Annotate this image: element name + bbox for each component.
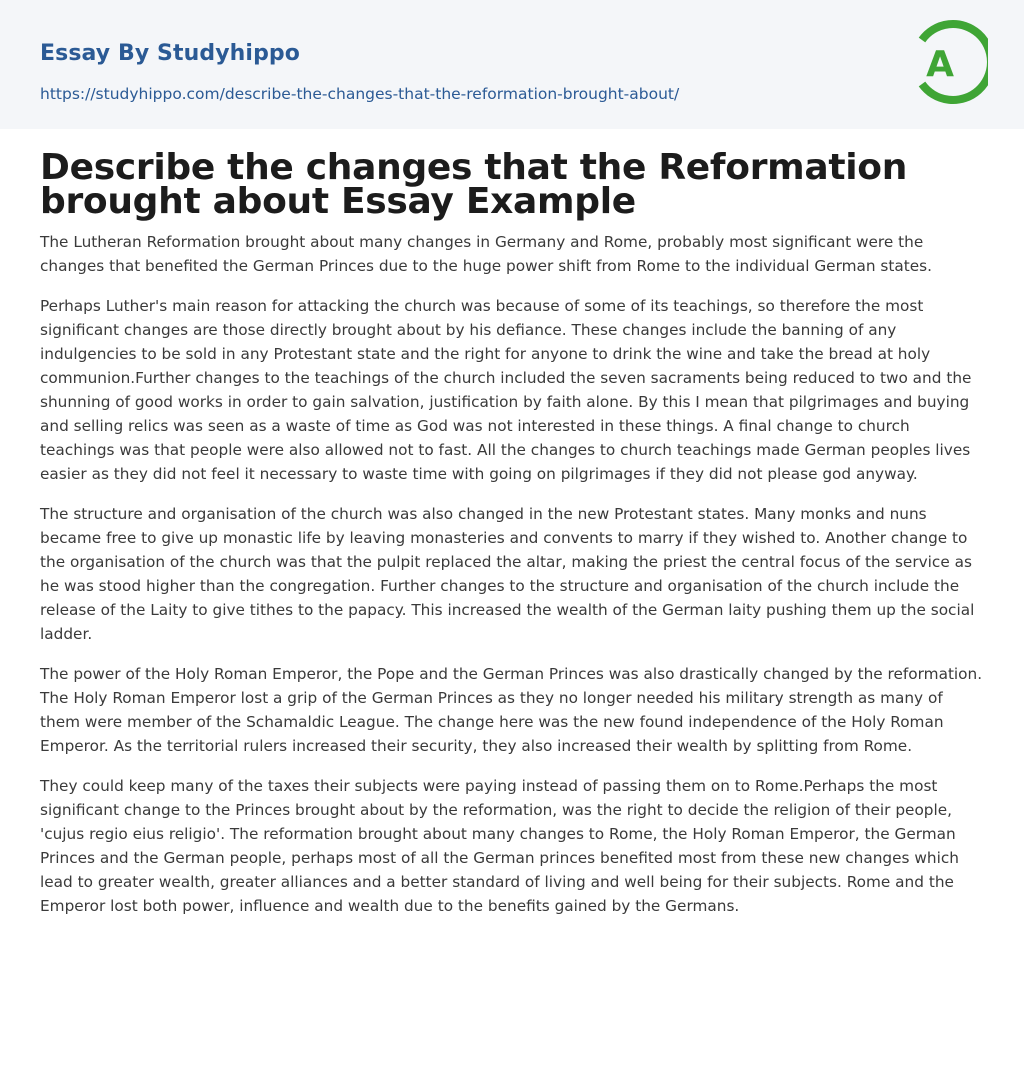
essay-paragraph: The power of the Holy Roman Emperor, the Pope and the German Princes was also drastically changed by the reformation. The Holy Roman Emperor lost a grip of the German Princes as they no longer needed his military strength as many of them were member of the Schamaldic League. The change here was the new found independence of the Holy Roman Emperor. As the territorial rulers increased their security, they also increased their wealth by splitting from Rome. bbox=[40, 665, 983, 755]
essay-title: Describe the changes that the Reformation brought about Essay Example bbox=[40, 147, 908, 222]
logo-letter: A bbox=[926, 44, 954, 85]
essay-body bbox=[40, 230, 984, 918]
essay-paragraph: They could keep many of the taxes their subjects were paying instead of passing them on to Rome.Perhaps the most significant change to the Princes brought about by the reformation, was the right to decide the religion of their people, 'cujus regio eius religio'. The reformation brought about many changes to Rome, the Holy Roman Emperor, the German Princes and the German people, perhaps most of all the German princes benefited most from these new changes which lead to greater wealth, greater alliances and a better standard of living and well being for their subjects. Rome and the Emperor lost both power, influence and wealth due to the benefits gained by the Germans. bbox=[40, 777, 959, 915]
essay-paragraph: The Lutheran Reformation brought about many changes in Germany and Rome, probably most significant were the changes that benefited the German Princes due to the huge power shift from Rome to the individual German states. bbox=[40, 233, 933, 275]
site-header bbox=[0, 0, 1024, 129]
main-content bbox=[0, 147, 1024, 918]
brand-title[interactable]: Essay By Studyhippo bbox=[40, 41, 300, 66]
essay-paragraph: The structure and organisation of the church was also changed in the new Protestant states. Many monks and nuns became free to give up monastic life by leaving monasteries and convents to marry if they wished to. Another change to the organisation of the church was that the pulpit replaced the altar, making the priest the central focus of the service as he was stood higher than the congregation. Further changes to the structure and organisation of the church include the release of the Laity to give tithes to the papacy. This increased the wealth of the German laity pushing them up the social ladder. bbox=[40, 505, 975, 643]
source-url-link[interactable]: https://studyhippo.com/describe-the-changes-that-the-reformation-brought-about/ bbox=[40, 85, 680, 103]
studyhippo-logo-icon[interactable] bbox=[912, 18, 988, 106]
essay-paragraph: Perhaps Luther's main reason for attacking the church was because of some of its teachings, so therefore the most significant changes are those directly brought about by his defiance. These changes include the banning of any indulgencies to be sold in any Protestant state and the right for anyone to drink the wine and take the bread at holy communion.Further changes to the teachings of the church included the seven sacraments being reduced to two and the shunning of good works in order to gain salvation, justification by faith alone. By this I mean that pilgrimages and buying and selling relics was seen as a waste of time as God was not interested in these things. A final change to church teachings was that people were also allowed not to fast. All the changes to church teachings made German peoples lives easier as they did not feel it necessary to waste time with going on pilgrimages if they did not please god anyway. bbox=[40, 297, 972, 483]
logo-svg bbox=[912, 18, 988, 106]
